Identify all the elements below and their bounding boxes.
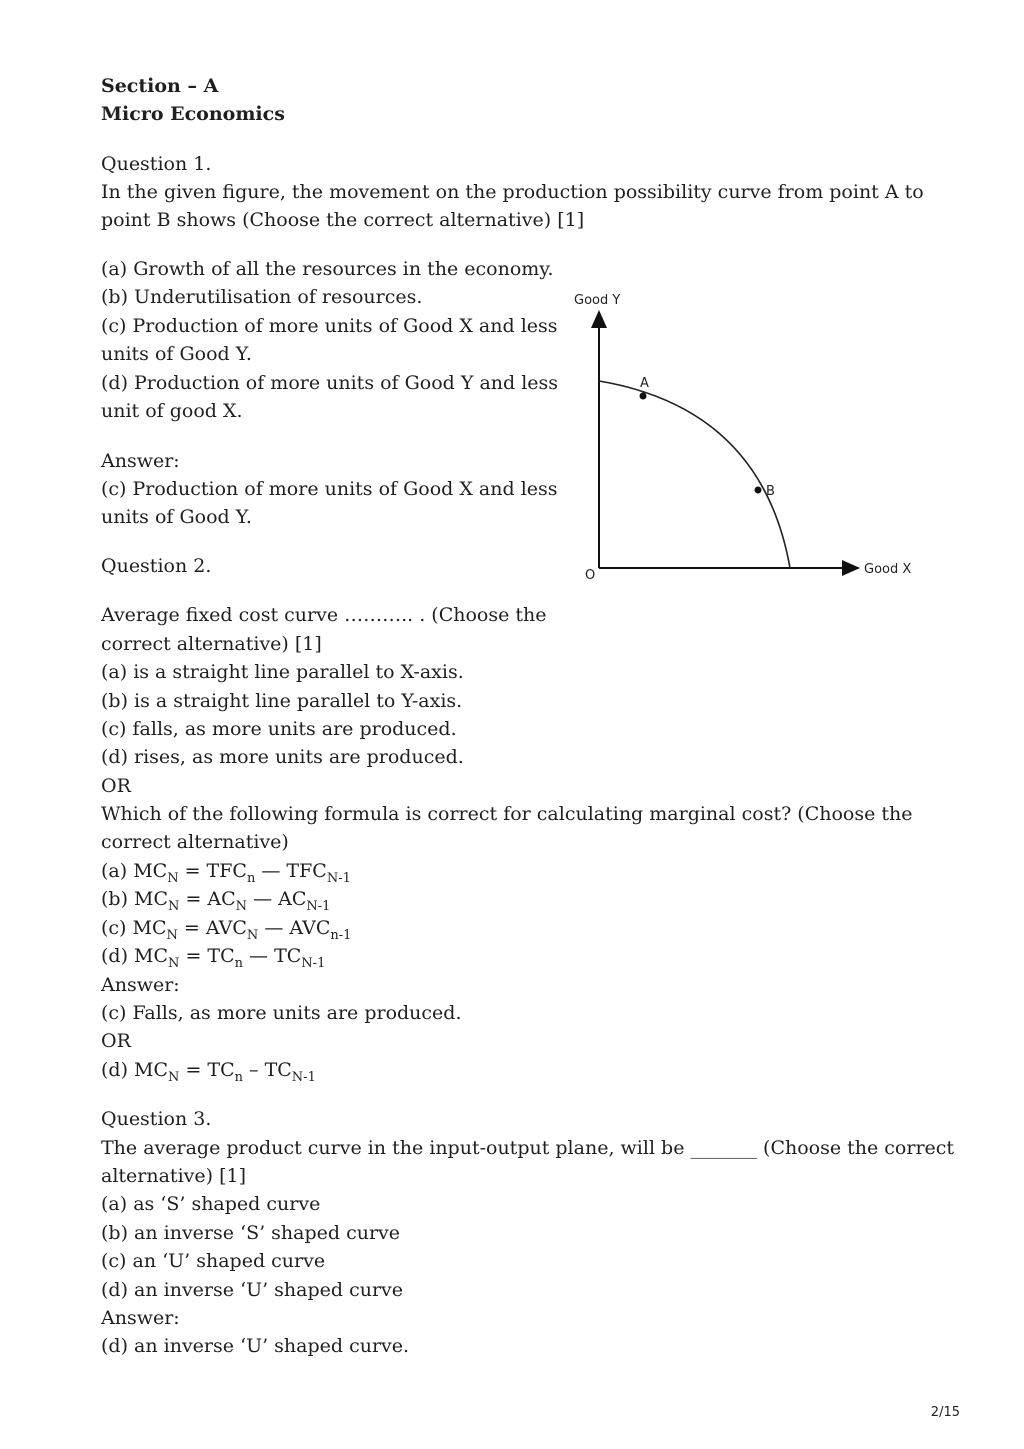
q2-option: (c) falls, as more units are produced. — [101, 718, 457, 740]
q2-text-line: correct alternative) [1] — [101, 633, 322, 655]
q1-answer-line: units of Good Y. — [101, 506, 252, 528]
q1-answer-line: (c) Production of more units of Good X and less — [101, 478, 558, 500]
q2-title: Question 2. — [101, 555, 212, 577]
q1-option: (c) Production of more units of Good X and less — [101, 315, 558, 337]
q2-formula-b: (b) $MC_N = AC_N$ — $AC_{N-1}$ — [101, 888, 331, 914]
q2-or-answer: OR — [101, 1030, 131, 1052]
y-axis-label: Good Y — [574, 293, 621, 308]
q2-text-line: Average fixed cost curve ……….. . (Choose the — [101, 604, 547, 626]
q2-answer-label: Answer: — [101, 974, 180, 996]
section-heading: Section – A — [101, 75, 219, 97]
q3-answer-label: Answer: — [101, 1307, 180, 1329]
q1-answer-label: Answer: — [101, 450, 180, 472]
q2-alt-text-line: Which of the following formula is correct for calculating marginal cost? (Choose the — [101, 803, 913, 825]
q1-title: Question 1. — [101, 153, 212, 175]
q1-option: (a) Growth of all the resources in the economy. — [101, 258, 554, 280]
q1-option: unit of good X. — [101, 400, 243, 422]
q2-answer: (c) Falls, as more units are produced. — [101, 1002, 462, 1024]
q2-option: (d) rises, as more units are produced. — [101, 746, 464, 768]
q1-option: (b) Underutilisation of resources. — [101, 286, 423, 308]
q2-formula-d: (d) $MC_N = TC_n$ — $TC_{N-1}$ — [101, 945, 326, 971]
q3-option: (a) as ‘S’ shaped curve — [101, 1193, 321, 1215]
q1-option: units of Good Y. — [101, 343, 252, 365]
q2-formula-c: (c) $MC_N = AVC_N$ — $AVC_{n-1}$ — [101, 917, 352, 943]
q3-text-line: The average product curve in the input-output plane, will be _______ (Choose the correct — [101, 1137, 955, 1159]
origin-label: O — [585, 568, 596, 583]
q3-option: (c) an ‘U’ shaped curve — [101, 1250, 326, 1272]
q2-or: OR — [101, 775, 131, 797]
page-number: 2/15 — [930, 1405, 960, 1420]
ppc-curve — [599, 381, 790, 568]
q2-option: (b) is a straight line parallel to Y-axis. — [101, 690, 463, 712]
point-a-label: A — [640, 376, 649, 391]
q1-text-line: point B shows (Choose the correct alternative) [1] — [101, 209, 585, 231]
point-b-label: B — [766, 484, 775, 499]
q2-formula-a: (a) $MC_N = TFC_n$ — $TFC_{N-1}$ — [101, 860, 351, 886]
q3-answer: (d) an inverse ‘U’ shaped curve. — [101, 1335, 410, 1357]
point-a-marker — [640, 393, 647, 400]
q2-option: (a) is a straight line parallel to X-axis. — [101, 661, 464, 683]
q3-option: (b) an inverse ‘S’ shaped curve — [101, 1222, 401, 1244]
x-axis-label: Good X — [864, 562, 912, 577]
q3-option: (d) an inverse ‘U’ shaped curve — [101, 1279, 404, 1301]
q3-title: Question 3. — [101, 1108, 212, 1130]
subject-heading: Micro Economics — [101, 103, 285, 125]
q1-option: (d) Production of more units of Good Y and less — [101, 372, 559, 394]
q2-answer-formula: (d) $MC_N = TC_n - TC_{N-1}$ — [101, 1059, 316, 1085]
q1-text-line: In the given figure, the movement on the production possibility curve from point A to — [101, 181, 924, 203]
q2-alt-text-line: correct alternative) — [101, 831, 289, 853]
q3-text-line: alternative) [1] — [101, 1165, 246, 1187]
ppc-figure — [568, 284, 920, 584]
point-b-marker — [755, 487, 762, 494]
